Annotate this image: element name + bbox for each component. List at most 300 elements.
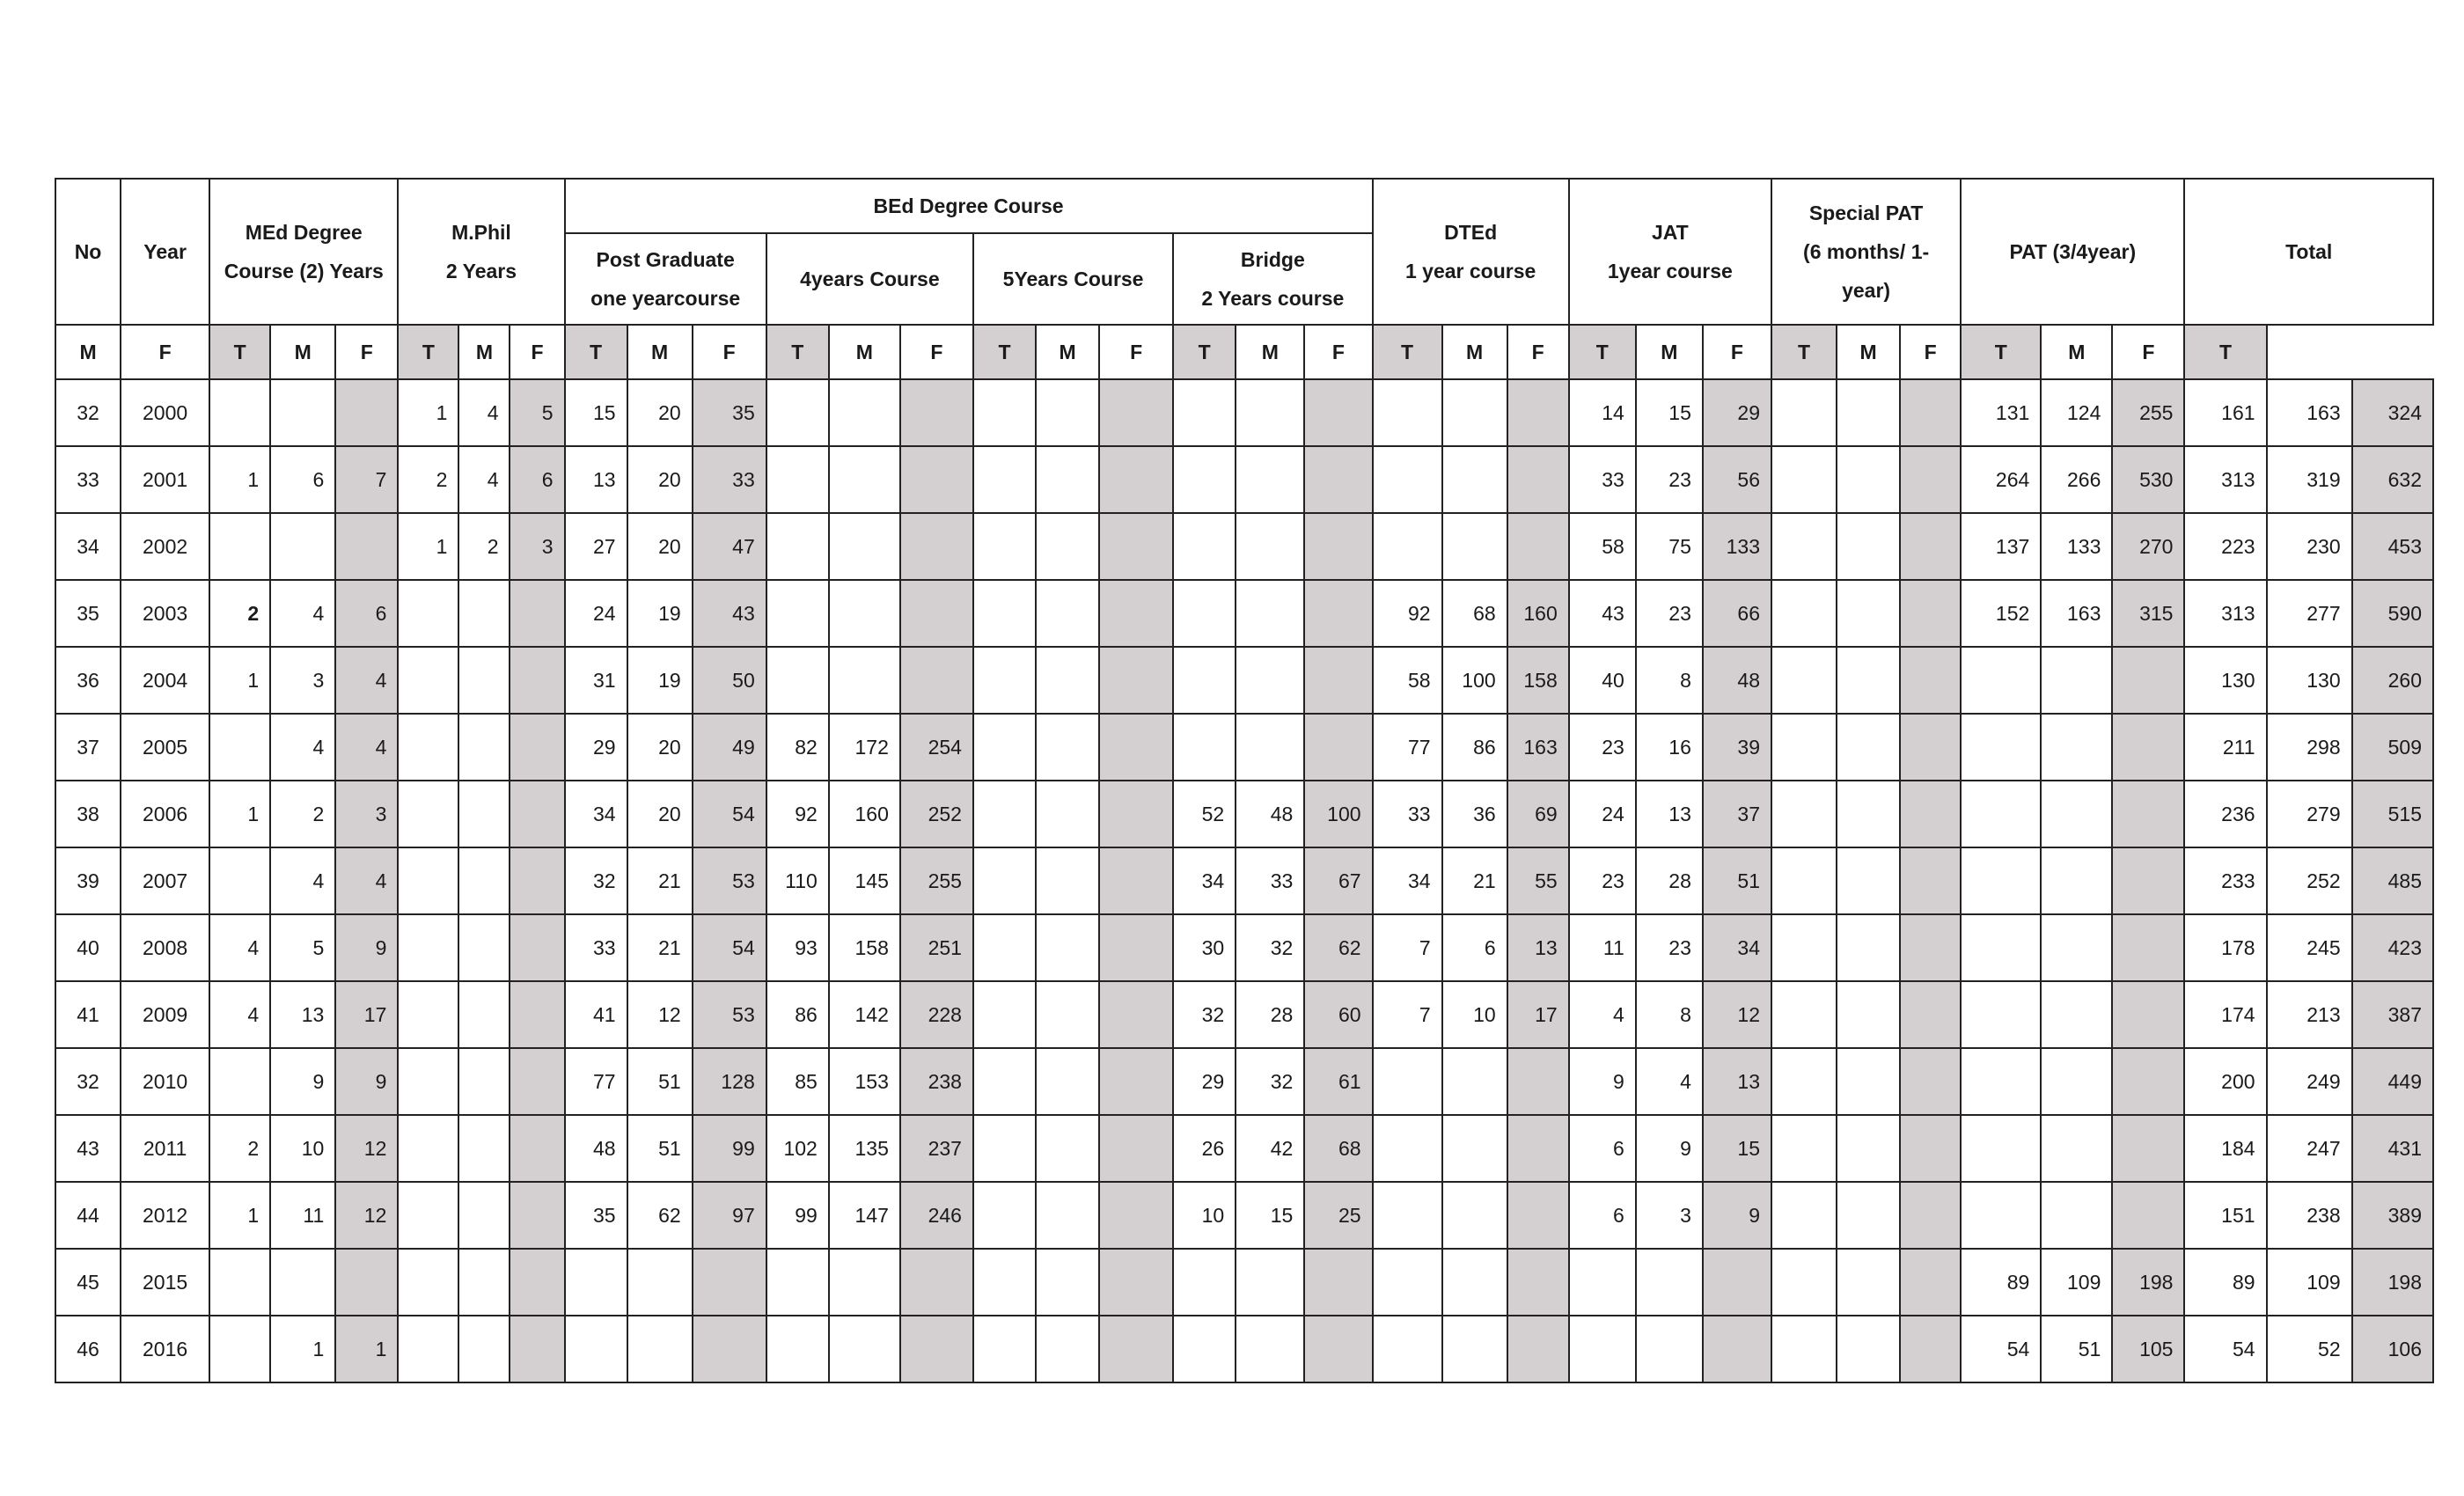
value-cell xyxy=(1837,847,1900,914)
value-cell xyxy=(335,379,398,446)
value-cell xyxy=(1771,981,1837,1048)
value-cell: 1 xyxy=(209,446,270,513)
value-cell: 151 xyxy=(2184,1182,2266,1249)
value-cell: 34 xyxy=(565,781,627,847)
value-cell: 13 xyxy=(1703,1048,1771,1115)
row-number-cell: 34 xyxy=(55,513,121,580)
value-cell: 3 xyxy=(270,647,335,714)
value-cell: 5 xyxy=(270,914,335,981)
value-cell xyxy=(1036,1048,1099,1115)
value-cell: 51 xyxy=(627,1115,693,1182)
year-cell: 2001 xyxy=(121,446,209,513)
value-cell xyxy=(1771,1182,1837,1249)
value-cell xyxy=(1373,1182,1442,1249)
subheader-m: M xyxy=(1236,325,1304,379)
value-cell xyxy=(1036,714,1099,781)
value-cell xyxy=(766,446,829,513)
value-cell xyxy=(270,379,335,446)
value-cell: 7 xyxy=(335,446,398,513)
value-cell: 35 xyxy=(693,379,766,446)
subheader-m: M xyxy=(829,325,900,379)
value-cell xyxy=(1036,379,1099,446)
value-cell: 1 xyxy=(270,1316,335,1382)
value-cell xyxy=(2041,914,2112,981)
med-header-line-1: MEd Degree xyxy=(245,221,363,244)
value-cell: 33 xyxy=(693,446,766,513)
value-cell xyxy=(973,847,1036,914)
value-cell: 23 xyxy=(1636,914,1703,981)
value-cell xyxy=(766,580,829,647)
value-cell xyxy=(973,1115,1036,1182)
value-cell: 200 xyxy=(2184,1048,2266,1115)
value-cell: 13 xyxy=(1507,914,1569,981)
value-cell: 58 xyxy=(1373,647,1442,714)
value-cell: 34 xyxy=(1703,914,1771,981)
value-cell xyxy=(510,1115,564,1182)
value-cell: 6 xyxy=(1569,1115,1636,1182)
value-cell xyxy=(973,781,1036,847)
value-cell xyxy=(458,847,510,914)
value-cell: 233 xyxy=(2184,847,2266,914)
value-cell xyxy=(973,379,1036,446)
value-cell: 247 xyxy=(2267,1115,2352,1182)
value-cell: 34 xyxy=(1173,847,1236,914)
row-number-cell: 39 xyxy=(55,847,121,914)
value-cell xyxy=(209,513,270,580)
value-cell: 3 xyxy=(335,781,398,847)
header-row-1 xyxy=(55,179,2433,233)
value-cell: 223 xyxy=(2184,513,2266,580)
col-no-header: No xyxy=(55,179,121,325)
value-cell: 30 xyxy=(1173,914,1236,981)
value-cell xyxy=(973,446,1036,513)
value-cell xyxy=(1304,446,1372,513)
table-body xyxy=(55,379,2433,1382)
value-cell xyxy=(1771,513,1837,580)
value-cell xyxy=(973,513,1036,580)
value-cell: 319 xyxy=(2267,446,2352,513)
value-cell xyxy=(209,1249,270,1316)
value-cell xyxy=(1900,1249,1961,1316)
value-cell xyxy=(458,1115,510,1182)
value-cell: 110 xyxy=(766,847,829,914)
value-cell: 12 xyxy=(335,1115,398,1182)
value-cell xyxy=(1900,781,1961,847)
value-cell xyxy=(510,781,564,847)
value-cell: 50 xyxy=(693,647,766,714)
value-cell: 4 xyxy=(335,847,398,914)
year-cell: 2008 xyxy=(121,914,209,981)
value-cell xyxy=(1507,513,1569,580)
value-cell: 147 xyxy=(829,1182,900,1249)
value-cell: 43 xyxy=(1569,580,1636,647)
value-cell xyxy=(209,1316,270,1382)
value-cell xyxy=(973,1182,1036,1249)
value-cell xyxy=(1837,1316,1900,1382)
value-cell xyxy=(1036,1249,1099,1316)
row-number-cell: 38 xyxy=(55,781,121,847)
value-cell: 32 xyxy=(565,847,627,914)
value-cell: 61 xyxy=(1304,1048,1372,1115)
value-cell xyxy=(1771,446,1837,513)
pg-header-line-2: one yearcourse xyxy=(590,287,741,310)
value-cell xyxy=(458,981,510,1048)
value-cell xyxy=(2041,781,2112,847)
value-cell xyxy=(1900,1316,1961,1382)
value-cell: 11 xyxy=(270,1182,335,1249)
row-number-cell: 33 xyxy=(55,446,121,513)
dted-header-line-2: 1 year course xyxy=(1404,260,1536,282)
value-cell: 34 xyxy=(1373,847,1442,914)
value-cell xyxy=(1373,1316,1442,1382)
subheader-f: F xyxy=(1703,325,1771,379)
value-cell xyxy=(458,647,510,714)
value-cell xyxy=(1900,1115,1961,1182)
value-cell: 33 xyxy=(1236,847,1304,914)
value-cell xyxy=(1837,781,1900,847)
value-cell: 19 xyxy=(627,647,693,714)
value-cell xyxy=(1304,1316,1372,1382)
value-cell: 14 xyxy=(1569,379,1636,446)
jat-header-line-1: JAT xyxy=(1651,221,1689,244)
value-cell xyxy=(1036,647,1099,714)
value-cell xyxy=(1900,580,1961,647)
subheader-t: T xyxy=(209,325,270,379)
value-cell xyxy=(973,714,1036,781)
dted-header xyxy=(1373,179,1569,325)
value-cell: 17 xyxy=(1507,981,1569,1048)
year-cell: 2016 xyxy=(121,1316,209,1382)
jat-header-line-2: 1year course xyxy=(1607,260,1733,282)
value-cell: 251 xyxy=(900,914,973,981)
value-cell: 163 xyxy=(2041,580,2112,647)
value-cell: 238 xyxy=(2267,1182,2352,1249)
value-cell xyxy=(900,580,973,647)
value-cell xyxy=(510,714,564,781)
value-cell: 12 xyxy=(627,981,693,1048)
value-cell: 54 xyxy=(693,914,766,981)
value-cell xyxy=(1961,647,2041,714)
value-cell xyxy=(2041,1115,2112,1182)
value-cell: 9 xyxy=(1703,1182,1771,1249)
subheader-t: T xyxy=(1569,325,1636,379)
value-cell: 20 xyxy=(627,446,693,513)
row-number-cell: 32 xyxy=(55,1048,121,1115)
table-row xyxy=(55,1316,2433,1382)
value-cell xyxy=(458,580,510,647)
value-cell xyxy=(209,714,270,781)
value-cell xyxy=(1236,379,1304,446)
value-cell xyxy=(829,1249,900,1316)
value-cell xyxy=(973,1249,1036,1316)
value-cell: 28 xyxy=(1636,847,1703,914)
value-cell: 17 xyxy=(335,981,398,1048)
value-cell: 97 xyxy=(693,1182,766,1249)
value-cell xyxy=(1442,379,1507,446)
value-cell xyxy=(900,1316,973,1382)
jat-header xyxy=(1569,179,1771,325)
value-cell xyxy=(1304,379,1372,446)
value-cell xyxy=(1961,914,2041,981)
value-cell: 174 xyxy=(2184,981,2266,1048)
value-cell xyxy=(1236,513,1304,580)
value-cell: 20 xyxy=(627,379,693,446)
value-cell xyxy=(209,379,270,446)
row-number-cell: 43 xyxy=(55,1115,121,1182)
value-cell xyxy=(766,1249,829,1316)
value-cell xyxy=(1507,1316,1569,1382)
table-row xyxy=(55,1182,2433,1249)
value-cell xyxy=(2112,1115,2184,1182)
value-cell: 100 xyxy=(1442,647,1507,714)
value-cell xyxy=(1304,513,1372,580)
value-cell xyxy=(973,1048,1036,1115)
value-cell: 6 xyxy=(270,446,335,513)
value-cell xyxy=(2112,914,2184,981)
value-cell: 255 xyxy=(900,847,973,914)
value-cell: 20 xyxy=(627,513,693,580)
value-cell xyxy=(1373,446,1442,513)
value-cell: 387 xyxy=(2352,981,2433,1048)
value-cell xyxy=(2112,1048,2184,1115)
value-cell: 198 xyxy=(2112,1249,2184,1316)
value-cell: 23 xyxy=(1569,714,1636,781)
value-cell: 213 xyxy=(2267,981,2352,1048)
value-cell: 5 xyxy=(510,379,564,446)
value-cell: 9 xyxy=(270,1048,335,1115)
value-cell: 29 xyxy=(1173,1048,1236,1115)
value-cell: 632 xyxy=(2352,446,2433,513)
value-cell: 33 xyxy=(1373,781,1442,847)
value-cell xyxy=(766,647,829,714)
value-cell xyxy=(458,1249,510,1316)
value-cell xyxy=(565,1249,627,1316)
value-cell: 1 xyxy=(398,379,458,446)
value-cell: 69 xyxy=(1507,781,1569,847)
value-cell xyxy=(1036,580,1099,647)
value-cell: 48 xyxy=(1703,647,1771,714)
year-cell: 2012 xyxy=(121,1182,209,1249)
table-row xyxy=(55,513,2433,580)
special-pat-header xyxy=(1771,179,1961,325)
value-cell: 2 xyxy=(458,513,510,580)
value-cell xyxy=(1099,981,1173,1048)
table-row xyxy=(55,781,2433,847)
value-cell: 2 xyxy=(270,781,335,847)
value-cell: 1 xyxy=(209,781,270,847)
value-cell xyxy=(2112,781,2184,847)
value-cell xyxy=(398,981,458,1048)
value-cell: 15 xyxy=(565,379,627,446)
value-cell: 264 xyxy=(1961,446,2041,513)
value-cell: 211 xyxy=(2184,714,2266,781)
value-cell: 4 xyxy=(270,580,335,647)
value-cell: 39 xyxy=(1703,714,1771,781)
table-row xyxy=(55,1115,2433,1182)
value-cell: 15 xyxy=(1703,1115,1771,1182)
value-cell: 228 xyxy=(900,981,973,1048)
table-row xyxy=(55,714,2433,781)
value-cell xyxy=(1900,446,1961,513)
value-cell: 3 xyxy=(1636,1182,1703,1249)
value-cell: 266 xyxy=(2041,446,2112,513)
table-row xyxy=(55,1048,2433,1115)
value-cell xyxy=(1173,647,1236,714)
value-cell: 4 xyxy=(458,446,510,513)
value-cell xyxy=(1036,981,1099,1048)
value-cell: 15 xyxy=(1236,1182,1304,1249)
value-cell xyxy=(1837,1182,1900,1249)
value-cell xyxy=(2041,1182,2112,1249)
value-cell xyxy=(2112,714,2184,781)
value-cell: 230 xyxy=(2267,513,2352,580)
value-cell: 252 xyxy=(2267,847,2352,914)
value-cell xyxy=(1173,1249,1236,1316)
value-cell: 270 xyxy=(2112,513,2184,580)
value-cell xyxy=(1961,1048,2041,1115)
value-cell: 86 xyxy=(766,981,829,1048)
year-cell: 2005 xyxy=(121,714,209,781)
value-cell xyxy=(1099,1182,1173,1249)
value-cell: 23 xyxy=(1636,580,1703,647)
value-cell: 19 xyxy=(627,580,693,647)
value-cell: 2 xyxy=(398,446,458,513)
subheader-m: M xyxy=(458,325,510,379)
value-cell xyxy=(1771,1249,1837,1316)
value-cell: 131 xyxy=(1961,379,2041,446)
value-cell: 21 xyxy=(1442,847,1507,914)
value-cell: 37 xyxy=(1703,781,1771,847)
value-cell xyxy=(1703,1249,1771,1316)
value-cell: 85 xyxy=(766,1048,829,1115)
value-cell: 29 xyxy=(565,714,627,781)
row-number-cell: 41 xyxy=(55,981,121,1048)
value-cell xyxy=(1837,446,1900,513)
value-cell: 54 xyxy=(1961,1316,2041,1382)
value-cell xyxy=(1304,647,1372,714)
value-cell xyxy=(1236,580,1304,647)
value-cell xyxy=(1173,513,1236,580)
value-cell: 184 xyxy=(2184,1115,2266,1182)
value-cell xyxy=(398,1249,458,1316)
row-number-cell: 36 xyxy=(55,647,121,714)
value-cell xyxy=(1771,1316,1837,1382)
value-cell xyxy=(1900,981,1961,1048)
table-row xyxy=(55,981,2433,1048)
value-cell: 255 xyxy=(2112,379,2184,446)
value-cell: 1 xyxy=(209,647,270,714)
value-cell xyxy=(458,914,510,981)
value-cell: 13 xyxy=(565,446,627,513)
value-cell: 245 xyxy=(2267,914,2352,981)
value-cell xyxy=(1442,1249,1507,1316)
value-cell xyxy=(1837,379,1900,446)
value-cell xyxy=(335,1249,398,1316)
subheader-m: M xyxy=(1036,325,1099,379)
value-cell xyxy=(1837,1115,1900,1182)
value-cell xyxy=(458,781,510,847)
value-cell xyxy=(1771,580,1837,647)
value-cell xyxy=(2112,1182,2184,1249)
subheader-f: F xyxy=(121,325,209,379)
value-cell xyxy=(1442,513,1507,580)
value-cell xyxy=(693,1249,766,1316)
value-cell: 48 xyxy=(1236,781,1304,847)
row-number-cell: 35 xyxy=(55,580,121,647)
value-cell: 130 xyxy=(2267,647,2352,714)
subheader-m: M xyxy=(270,325,335,379)
value-cell: 105 xyxy=(2112,1316,2184,1382)
subheader-t: T xyxy=(1961,325,2041,379)
value-cell: 277 xyxy=(2267,580,2352,647)
value-cell: 102 xyxy=(766,1115,829,1182)
value-cell xyxy=(1569,1249,1636,1316)
value-cell: 53 xyxy=(693,981,766,1048)
value-cell xyxy=(973,647,1036,714)
value-cell xyxy=(1961,781,2041,847)
value-cell: 13 xyxy=(270,981,335,1048)
year-cell: 2009 xyxy=(121,981,209,1048)
value-cell: 158 xyxy=(829,914,900,981)
value-cell: 237 xyxy=(900,1115,973,1182)
value-cell xyxy=(1771,647,1837,714)
value-cell: 4 xyxy=(270,847,335,914)
year-cell: 2002 xyxy=(121,513,209,580)
value-cell xyxy=(1837,1048,1900,1115)
value-cell xyxy=(510,1249,564,1316)
subheader-t: T xyxy=(1173,325,1236,379)
subheader-t: T xyxy=(973,325,1036,379)
subheader-f: F xyxy=(1099,325,1173,379)
four-year-header: 4years Course xyxy=(766,233,973,325)
value-cell: 160 xyxy=(829,781,900,847)
value-cell xyxy=(1900,914,1961,981)
value-cell xyxy=(1900,1182,1961,1249)
value-cell xyxy=(1900,379,1961,446)
value-cell xyxy=(1099,914,1173,981)
value-cell: 145 xyxy=(829,847,900,914)
value-cell xyxy=(900,513,973,580)
value-cell: 99 xyxy=(693,1115,766,1182)
value-cell: 12 xyxy=(335,1182,398,1249)
value-cell xyxy=(627,1249,693,1316)
pg-header-line-1: Post Graduate xyxy=(596,248,735,271)
value-cell xyxy=(1099,1048,1173,1115)
value-cell xyxy=(1173,446,1236,513)
value-cell: 124 xyxy=(2041,379,2112,446)
value-cell xyxy=(1036,1316,1099,1382)
value-cell xyxy=(1961,714,2041,781)
value-cell xyxy=(458,1048,510,1115)
subheader-f: F xyxy=(1304,325,1372,379)
value-cell xyxy=(1373,513,1442,580)
value-cell xyxy=(209,847,270,914)
value-cell: 163 xyxy=(1507,714,1569,781)
value-cell xyxy=(1173,580,1236,647)
value-cell: 15 xyxy=(1636,379,1703,446)
table-row xyxy=(55,1249,2433,1316)
value-cell xyxy=(398,847,458,914)
value-cell xyxy=(829,446,900,513)
value-cell: 6 xyxy=(510,446,564,513)
value-cell: 68 xyxy=(1442,580,1507,647)
value-cell: 21 xyxy=(627,847,693,914)
value-cell xyxy=(1236,714,1304,781)
value-cell xyxy=(398,714,458,781)
value-cell xyxy=(829,379,900,446)
value-cell xyxy=(1036,847,1099,914)
value-cell: 11 xyxy=(1569,914,1636,981)
